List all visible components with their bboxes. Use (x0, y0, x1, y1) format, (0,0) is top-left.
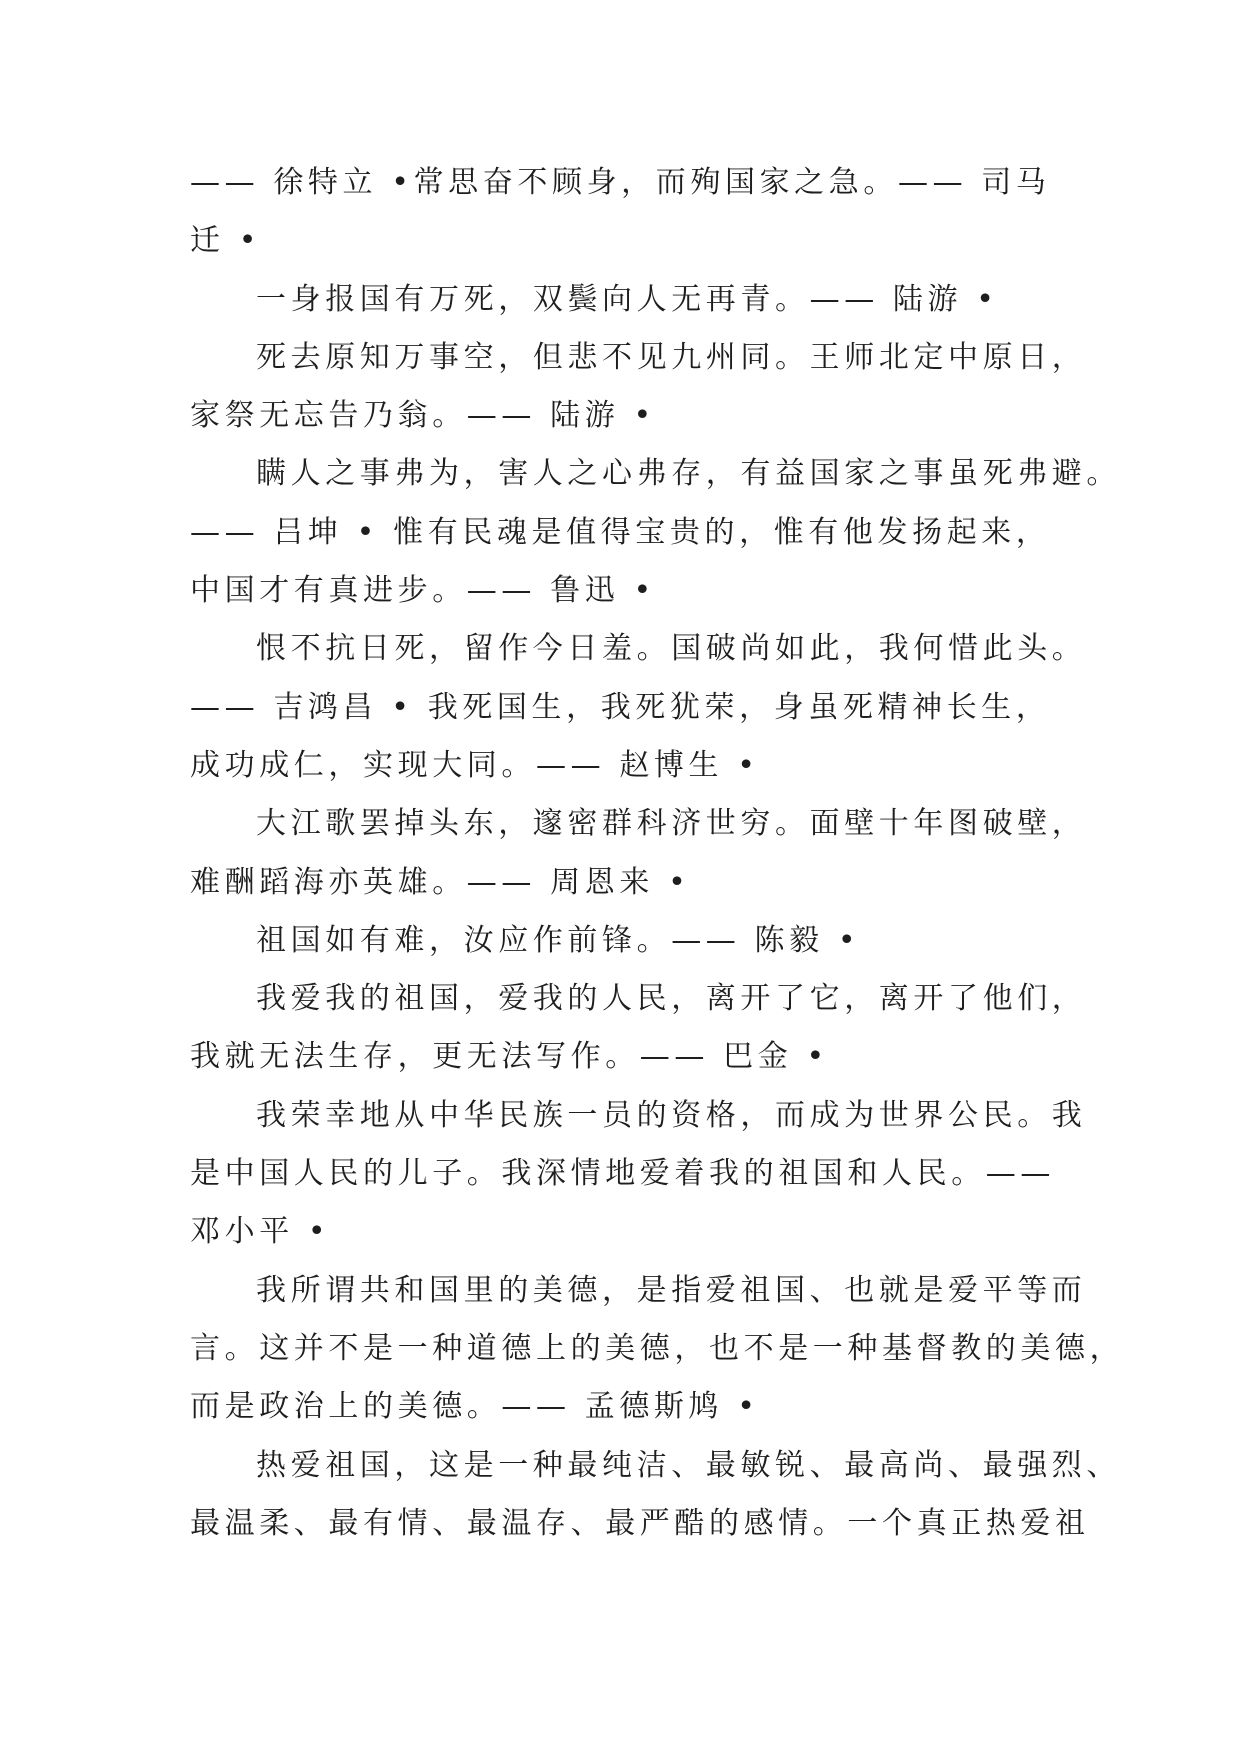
paragraph-start-line: 死去原知万事空，但悲不见九州同。王师北定中原日， (256, 339, 1087, 375)
text-line: 言。这并不是一种道德上的美德，也不是一种基督教的美德， (190, 1330, 1125, 1366)
text-line: 而是政治上的美德。—— 孟德斯鸠 • (190, 1389, 760, 1425)
text-line: —— 吕坤 • 惟有民魂是值得宝贵的，惟有他发扬起来， (190, 514, 1051, 550)
paragraph-start-line: 大江歌罢掉头东，邃密群科济世穷。面壁十年图破壁， (256, 806, 1087, 842)
text-line: 中国才有真进步。—— 鲁迅 • (190, 573, 656, 609)
text-line: 迁 • (190, 223, 262, 259)
text-line: 家祭无忘告乃翁。—— 陆游 • (190, 398, 656, 434)
text-line: —— 徐特立 •常思奋不顾身，而殉国家之急。—— 司马 (190, 165, 1051, 200)
text-line: 成功成仁，实现大同。—— 赵博生 • (190, 747, 760, 783)
paragraph-start-line: 祖国如有难，汝应作前锋。—— 陈毅 • (256, 922, 861, 958)
paragraph-start-line: 我爱我的祖国，爱我的人民，离开了它，离开了他们， (256, 981, 1087, 1017)
paragraph-start-line: 我所谓共和国里的美德，是指爱祖国、也就是爱平等而 (256, 1272, 1087, 1308)
text-line: —— 吉鸿昌 • 我死国生，我死犹荣，身虽死精神长生， (190, 689, 1051, 725)
document-body (190, 154, 1125, 1553)
paragraph-start-line: 恨不抗日死，留作今日羞。国破尚如此，我何惜此头。 (256, 631, 1087, 667)
text-line: 难酬蹈海亦英雄。—— 周恩来 • (190, 864, 691, 900)
text-line: 邓小平 • (190, 1214, 331, 1250)
paragraph-start-line: 热爱祖国，这是一种最纯洁、最敏锐、最高尚、最强烈、 (256, 1447, 1121, 1483)
text-line: 是中国人民的儿子。我深情地爱着我的祖国和人民。—— (190, 1156, 1055, 1192)
text-line: 我就无法生存，更无法写作。—— 巴金 • (190, 1039, 829, 1075)
text-line: 最温柔、最有情、最温存、最严酷的感情。一个真正热爱祖 (190, 1505, 1090, 1541)
paragraph-start-line: 一身报国有万死，双鬓向人无再青。—— 陆游 • (256, 281, 999, 317)
paragraph-start-line: 瞒人之事弗为，害人之心弗存，有益国家之事虽死弗避。 (256, 456, 1121, 492)
paragraph-start-line: 我荣幸地从中华民族一员的资格，而成为世界公民。我 (256, 1097, 1087, 1133)
